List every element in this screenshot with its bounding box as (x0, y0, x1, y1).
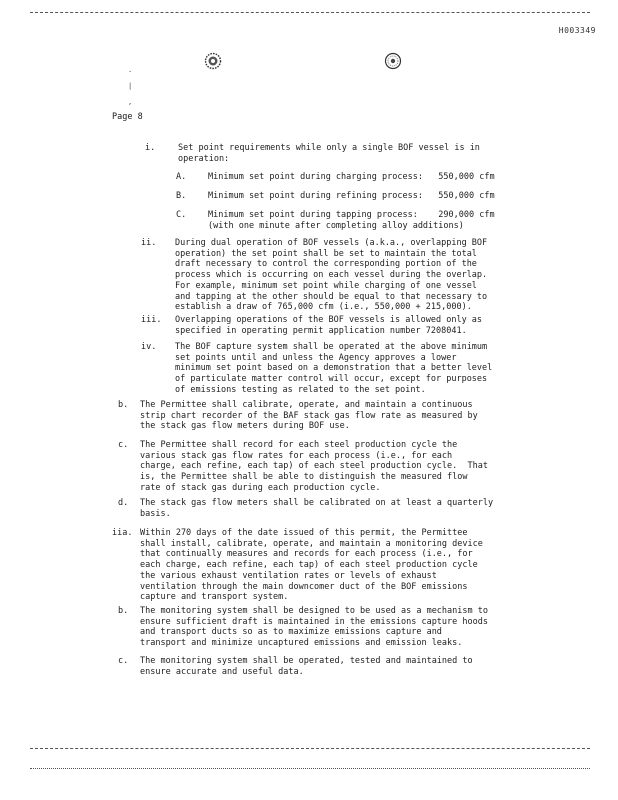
item-iia-label: iia. (112, 528, 133, 538)
item-c-text: The Permittee shall record for each steel production cycle the various stack gas flow rates for each process (i.e., for each charge, each refine, each tap) of each steel production cycle. That is, the Permittee shall be able to distinguish the measured flow rate of stack gas during each production cycle. (140, 440, 488, 493)
item-iv-label: iv. (141, 342, 157, 352)
item-d-text: The stack gas flow meters shall be calibrated on at least a quarterly basis. (140, 498, 494, 519)
item-c2-text: The monitoring system shall be operated, tested and maintained to ensure accurate and useful data. (140, 656, 473, 677)
item-iii-text: Overlapping operations of the BOF vessels is allowed only as specified in operating permit application number 7208041. (175, 315, 483, 336)
item-c2-label: c. (118, 656, 129, 666)
item-iv-text: The BOF capture system shall be operated at the above minimum set points until and unless the Agency approves a lower minimum set point based on a demonstration that a better level of particulate matter control will occur, except for purposes of emissions testing as related to the set point. (175, 342, 493, 395)
item-i-c-label: C. (176, 210, 187, 220)
document-number: H003349 (558, 26, 596, 35)
item-i-a-label: A. (176, 172, 187, 182)
item-i-b-text: Minimum set point during refining process: 550,000 cfm (208, 191, 495, 201)
seal-left-icon (204, 52, 222, 70)
bottom-dashed-rule (30, 748, 590, 749)
item-b-text: The Permittee shall calibrate, operate, and maintain a continuous strip chart recorder of the BAF stack gas flow rate as measured by the stack gas flow meters during BOF use. (140, 400, 478, 432)
item-iia-text: Within 270 days of the date issued of this permit, the Permittee shall install, calibrate, operate, and maintain a monitoring device that continually measures and records for each process (i.e., for each charge, each refine, each tap) of each steel production cycle the various exhaust ventilation rates or levels of exhaust ventilation through the main downcomer duct of the BOF emissions capture and transport system. (140, 528, 483, 603)
item-i-a-text: Minimum set point during charging process: 550,000 cfm (208, 172, 495, 182)
item-b-label: b. (118, 400, 129, 410)
item-i-text: Set point requirements while only a single BOF vessel is in operation: (178, 143, 480, 164)
item-b2-label: b. (118, 606, 129, 616)
item-c-label: c. (118, 440, 129, 450)
item-ii-text: During dual operation of BOF vessels (a.k.a., overlapping BOF operation) the set point shall be set to maintain the total draft necessary to control the corresponding portion of the process which is occurring on each vessel during the overlap. For example, minimum set point while charging of one vessel and tapping at the other should be equal to that necessary to establish a draw of 765,000 cfm (i.e., 550,000 + 215,000). (175, 238, 488, 313)
margin-mark: | (128, 82, 133, 90)
item-b2-text: The monitoring system shall be designed to be used as a mechanism to ensure sufficient draft is maintained in the emissions capture hoods and transport ducts so as to maximize emissions capture and transport and minimize uncaptured emissions and emission leaks. (140, 606, 488, 649)
bottom-dotted-rule (30, 768, 590, 769)
margin-mark: . (128, 66, 133, 74)
item-ii-label: ii. (141, 238, 157, 248)
top-dashed-rule (30, 12, 590, 13)
margin-mark: , (128, 98, 133, 106)
item-iii-label: iii. (141, 315, 162, 325)
seal-right-icon (384, 52, 402, 70)
item-d-label: d. (118, 498, 129, 508)
item-i-label: i. (145, 143, 156, 153)
item-i-c-text: Minimum set point during tapping process: 290,000 cfm (with one minute after completing alloy additions) (208, 210, 495, 231)
page-label: Page 8 (112, 112, 143, 122)
item-i-b-label: B. (176, 191, 187, 201)
